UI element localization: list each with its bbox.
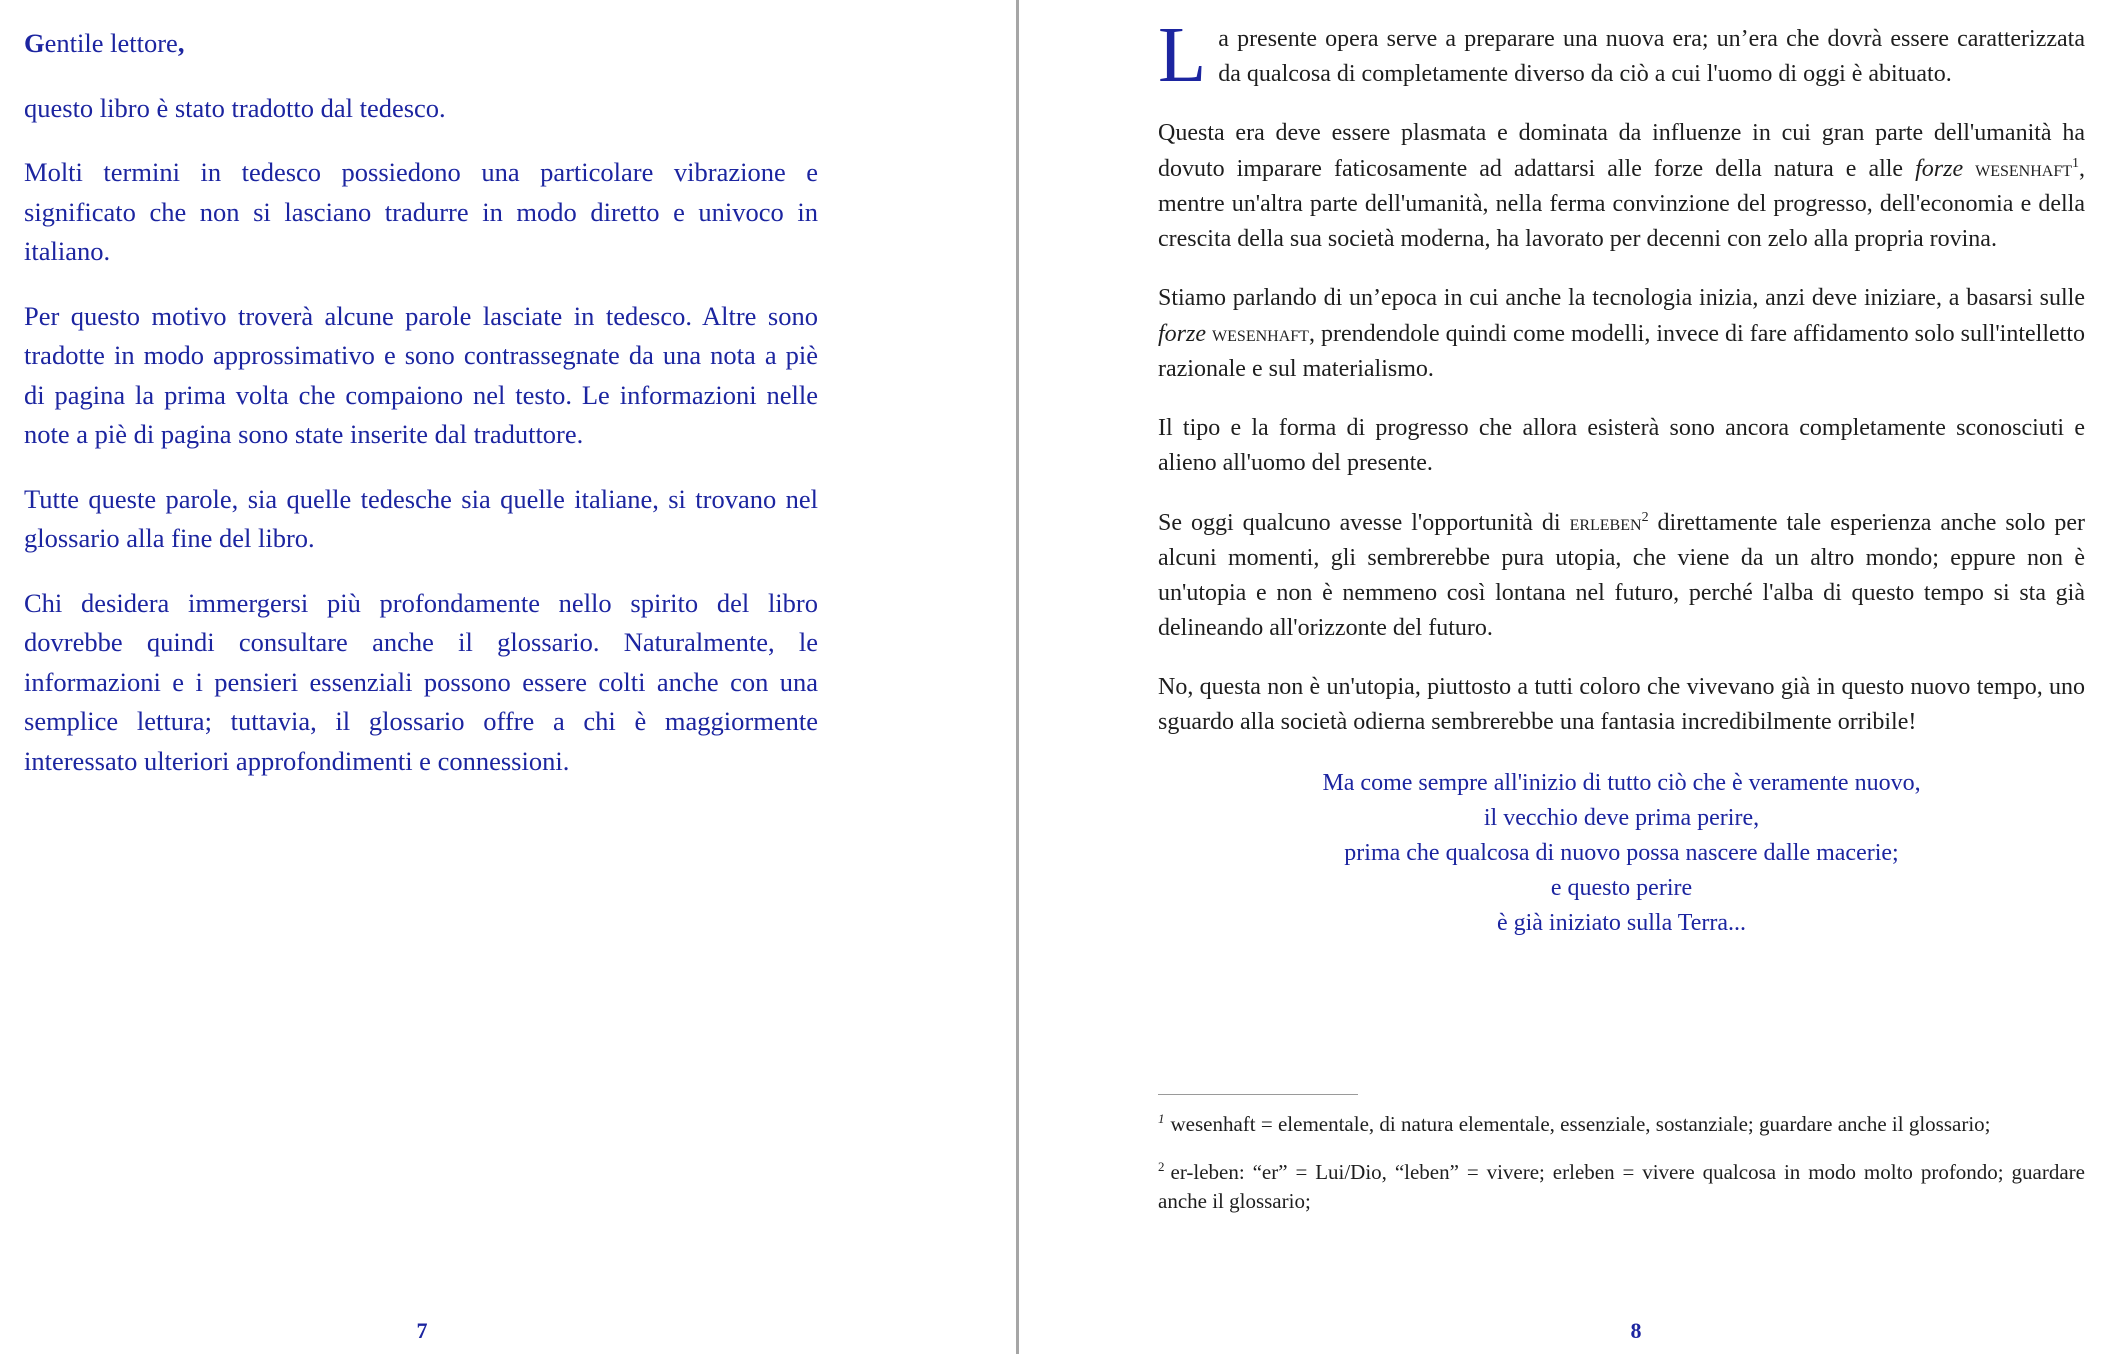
left-page-text	[24, 24, 818, 806]
right-paragraph-2	[1158, 116, 2085, 257]
footnote-ref: 1	[2072, 156, 2080, 171]
footnote-number: 1	[1158, 1111, 1165, 1126]
verse-line: prima che qualcosa di nuovo possa nascere dalle macerie;	[1344, 840, 1899, 866]
left-paragraph: Chi desidera immergersi più profondamente nello spirito del libro dovrebbe quindi consultare anche il glossario. Naturalmente, le informazioni e i pensieri essenziali possono essere colti anche con una semplice lettura; tuttavia, il glossario offre a chi è maggiormente interessato ulteriori approfondimenti e connessioni.	[24, 587, 818, 776]
right-paragraph-1	[1158, 12, 2085, 99]
paragraph-text: direttamente tale esperienza anche solo per alcuni momenti, gli sembrerebbe pura utopia, che viene da un altro mondo; eppure non è un'utopia e non è nemmeno così lontana nel futuro, perché l'alba di questo tempo si sta già delineando all'orizzonte del futuro.	[1158, 510, 2085, 641]
footnote	[1158, 1110, 2085, 1139]
footnote-ref: 2	[1641, 510, 1649, 525]
footnote-text: er-leben: “er” = Lui/Dio, “leben” = vivere; erleben = vivere qualcosa in modo molto profondo; guardare anche il glossario;	[1158, 1160, 2085, 1213]
footnote-number: 2	[1158, 1159, 1165, 1174]
right-page	[1020, 0, 2108, 1354]
greeting-comma: ,	[177, 28, 185, 58]
left-page	[0, 0, 1016, 1354]
left-paragraph: Molti termini in tedesco possiedono una particolare vibrazione e significato che non si lasciano tradurre in modo diretto e univoco in italiano.	[24, 157, 818, 266]
verse-line: è già iniziato sulla Terra...	[1496, 910, 1747, 936]
paragraph-text: Stiamo parlando di un’epoca in cui anche la tecnologia inizia, anzi deve iniziare, a basarsi sulle	[1158, 285, 2085, 311]
book-spine-divider	[1016, 0, 1019, 1354]
greeting-text: entile lettore	[44, 28, 178, 58]
german-term: wesenhaft	[1975, 156, 2073, 181]
german-term: erleben	[1569, 510, 1642, 535]
footnote-text: wesenhaft = elementale, di natura elementale, essenziale, sostanziale; guardare anche il glossario;	[1170, 1112, 1991, 1136]
footnotes	[1158, 1110, 2085, 1235]
left-paragraph: Per questo motivo troverà alcune parole lasciate in tedesco. Altre sono tradotte in modo approssimativo e sono contrassegnate da una nota a piè di pagina la prima volta che compaiono nel testo. Le informazioni nelle note a piè di pagina sono state inserite dal traduttore.	[24, 300, 818, 449]
right-paragraph-4: Il tipo e la forma di progresso che allora esisterà sono ancora completamente sconosciuti e alieno all'uomo del presente.	[1158, 415, 2085, 476]
german-term: wesenhaft	[1212, 321, 1309, 346]
verse-line: e questo perire	[1550, 875, 1693, 901]
right-paragraph-3	[1158, 281, 2085, 387]
right-paragraph-5	[1158, 505, 2085, 646]
paragraph-text: a presente opera serve a preparare una nuova era; un’era che dovrà essere caratterizzata da qualcosa di completamente diverso da ciò a cui l'uomo di oggi è abituato.	[1218, 26, 2085, 87]
italic-word: forze	[1158, 321, 1206, 347]
greeting-initial: G	[24, 28, 45, 58]
paragraph-text: , prendendole quindi come modelli, invece di fare affidamento solo sull'intelletto razionale e sul materialismo.	[1158, 321, 2085, 382]
paragraph-text: Questa era deve essere plasmata e dominata da influenze in cui gran parte dell'umanità ha dovuto imparare faticosamente ad adattarsi alle forze della natura e alle	[1158, 120, 2085, 182]
paragraph-text: Se oggi qualcuno avesse l'opportunità di	[1158, 510, 1570, 536]
right-paragraph-6: No, questa non è un'utopia, piuttosto a tutti coloro che vivevano già in questo nuovo tempo, uno sguardo alla società odierna sembrerebbe una fantasia incredibilmente orribile!	[1158, 674, 2085, 735]
left-paragraph: Tutte queste parole, sia quelle tedesche sia quelle italiane, si trovano nel glossario alla fine del libro.	[24, 483, 818, 553]
italic-word: forze	[1915, 156, 1964, 182]
greeting	[24, 24, 818, 64]
drop-cap: L	[1158, 12, 1207, 99]
right-page-text	[1158, 12, 2086, 941]
page-number-right: 8	[1630, 1318, 1642, 1343]
verse-line: Ma come sempre all'inizio di tutto ciò che è veramente nuovo,	[1322, 770, 1921, 796]
verse-line: il vecchio deve prima perire,	[1483, 805, 1760, 831]
page-number-left: 7	[416, 1318, 428, 1343]
verse-block	[1158, 764, 2085, 941]
footnote-separator	[1158, 1094, 1358, 1095]
paragraph-text: , mentre un'altra parte dell'umanità, nella ferma convinzione del progresso, dell'economia e della crescita della sua società moderna, ha lavorato per decenni con zelo alla propria rovina.	[1158, 156, 2086, 252]
footnote	[1158, 1158, 2085, 1216]
left-paragraph: questo libro è stato tradotto dal tedesco.	[24, 92, 446, 123]
